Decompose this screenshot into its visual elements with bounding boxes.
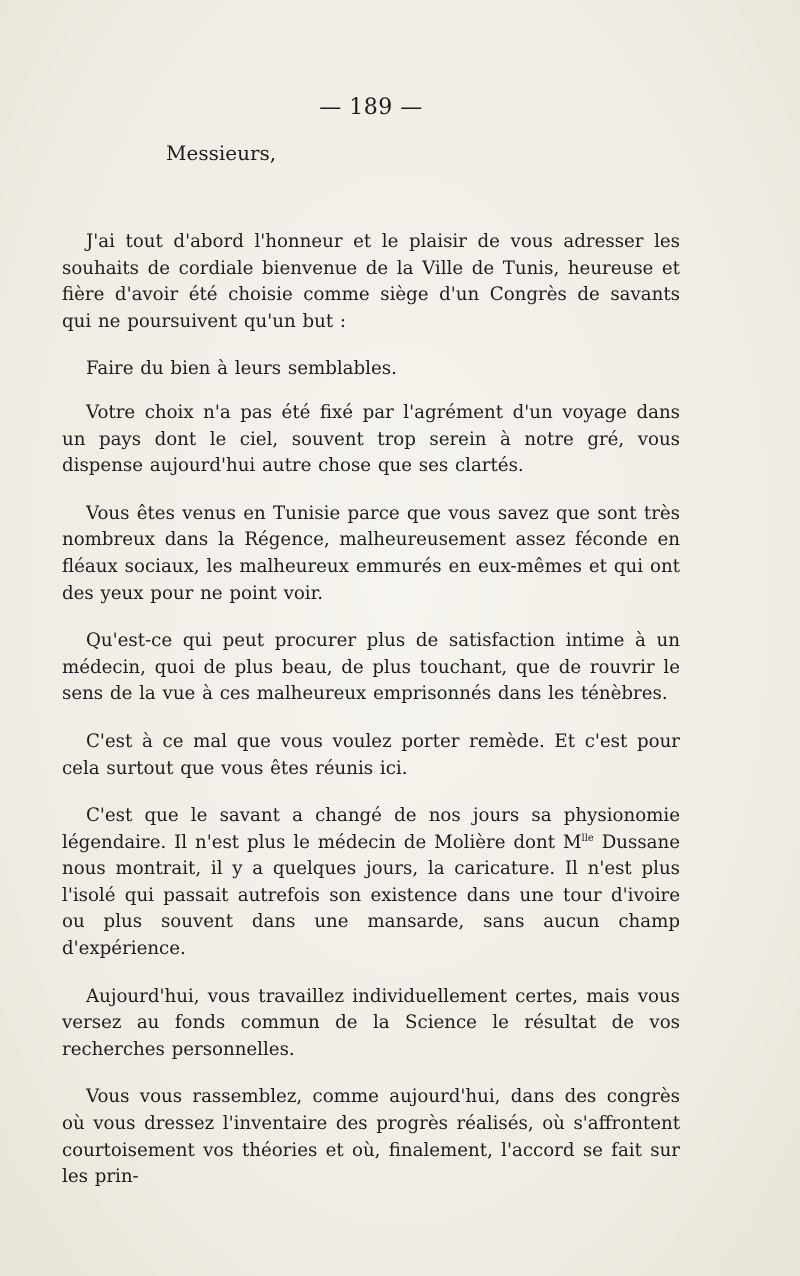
salutation: Messieurs,: [166, 141, 277, 165]
paragraph-6: C'est à ce mal que vous voulez porter remède. Et c'est pour cela surtout que vous êtes réunis ici.: [62, 730, 680, 779]
paragraph-7-text-start: C'est que le savant a changé de nos jours sa physionomie légendaire. Il n'est plus le médecin de Molière dont M: [62, 805, 680, 853]
page-number: — 189 —: [319, 95, 423, 120]
paragraph-7-text-end: Dussane nous montrait, il y a quelques jours, la caricature. Il n'est plus l'isolé qui passait autrefois son existence dans une tour d'ivoire ou plus souvent dans une mansarde, sans aucun champ d'expérience.: [62, 831, 680, 960]
document-page: [62, 92, 680, 1212]
paragraph-3: Votre choix n'a pas été fixé par l'agrément d'un voyage dans un pays dont le ciel, souvent trop serein à notre gré, vous dispense aujourd'hui autre chose que ses clartés.: [62, 401, 680, 477]
paragraph-1: J'ai tout d'abord l'honneur et le plaisir de vous adresser les souhaits de cordiale bienvenue de la Ville de Tunis, heureuse et fière d'avoir été choisie comme siège d'un Congrès de savants qui ne poursuivent qu'un but :: [62, 231, 680, 332]
paragraph-7-superscript: lle: [581, 832, 594, 844]
paragraph-7: [62, 803, 680, 963]
paragraph-4: Vous êtes venus en Tunisie parce que vous savez que sont très nombreux dans la Régence, malheureusement assez féconde en fléaux sociaux, les malheureux emmurés en eux-mêmes et qui ont des yeux pour ne point voir.: [62, 502, 680, 604]
paragraph-9: Vous vous rassemblez, comme aujourd'hui, dans des congrès où vous dressez l'inventaire des progrès réalisés, où s'affrontent courtoisement vos théories et où, finalement, l'accord se fait sur les prin-: [62, 1086, 680, 1188]
paragraph-8: Aujourd'hui, vous travaillez individuellement certes, mais vous versez au fonds commun de la Science le résultat de vos recherches personnelles.: [62, 985, 680, 1060]
paragraph-2: Faire du bien à leurs semblables.: [86, 358, 397, 380]
paragraph-5: Qu'est-ce qui peut procurer plus de satisfaction intime à un médecin, quoi de plus beau, de plus touchant, que de rouvrir le sens de la vue à ces malheureux emprisonnés dans les ténèbres.: [62, 630, 680, 705]
